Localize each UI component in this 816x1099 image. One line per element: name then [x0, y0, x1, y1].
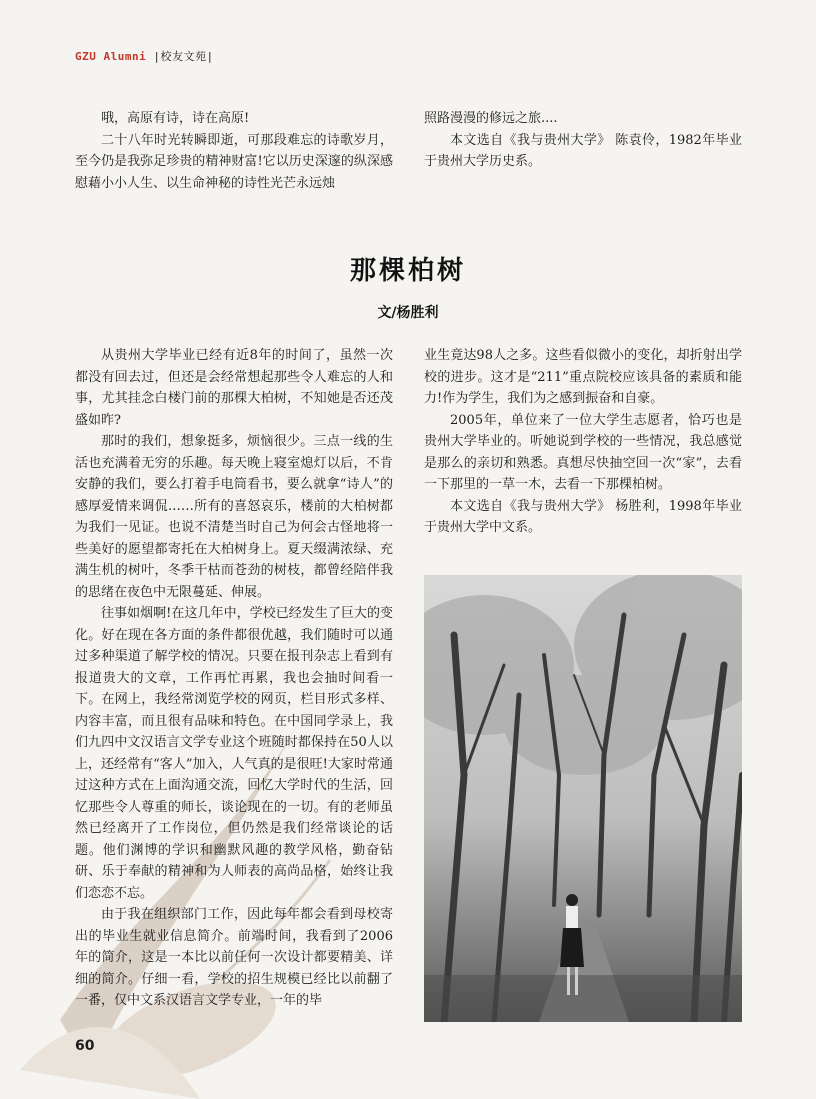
prev-paragraph: 哦，高原有诗，诗在高原!: [101, 111, 250, 126]
header-section-name: 校友文苑: [160, 50, 207, 63]
prev-article-left-column: [75, 108, 393, 194]
article-right-column: [424, 345, 742, 539]
campus-tree-photo: [424, 575, 742, 1022]
article-source-note: 本文选自《我与贵州大学》 杨胜利，1998年毕业于贵州大学中文系。: [424, 498, 742, 535]
header-separator: |: [153, 50, 161, 63]
article-paragraph: 业生竟达98人之多。这些看似微小的变化，却折射出学校的进步。这才是“211”重点院校应该具备的素质和能力!作为学生，我们为之感到振奋和自豪。: [424, 348, 742, 406]
article-title: 那棵柏树: [349, 256, 466, 286]
prev-article-right-column: [424, 108, 742, 173]
header-english: GZU Alumni: [75, 50, 147, 63]
article-paragraph: 那时的我们，想象挺多，烦恼很少。三点一线的生活也充满着无穷的乐趣。每天晚上寝室熄灯以后，不肯安静的我们，要么打着手电筒看书，要么就拿“诗人”的感厚爱情来调侃……所有的喜怒哀乐，楼前的大柏树都为我们一见证。也说不清楚当时自己为何会古怪地将一些美好的愿望都寄托在大柏树身上。夏天缀满浓绿、充满生机的树叶，冬季干枯而苍劲的树枝，都曾经陪伴我的思绪在夜色中无限蔓延、伸展。: [75, 434, 393, 600]
article-paragraph: 往事如烟啊!在这几年中，学校已经发生了巨大的变化。好在现在各方面的条件都很优越，我们随时可以通过多种渠道了解学校的情况。只要在报刊杂志上看到有报道贵大的文章，工作再忙再累，我也会抽时间看一下。在网上，我经常浏览学校的网页，栏目形式多样、内容丰富，而且很有品味和特色。在中国同学录上，我们九四中文汉语言文学专业这个班随时都保持在50人以上，还经常有“客人”加入，人气真的是很旺!大家时常通过这种方式在上面沟通交流，回忆大学时代的生活，回忆那些令人尊重的师长，谈论现在的一切。有的老师虽然已经离开了工作岗位，但仍然是我们经常谈论的话题。他们渊博的学识和幽默风趣的教学风格，勤奋钻研、乐于奉献的精神和为人师表的高尚品格，始终让我们恋恋不忘。: [75, 606, 393, 901]
article-byline: 文/杨胜利: [377, 305, 439, 321]
prev-paragraph: 二十八年时光转瞬即逝，可那段难忘的诗歌岁月，至今仍是我弥足珍贵的精神财富!它以历史深邃的纵深感慰藉小小人生、以生命神秘的诗性光芒永远烛: [75, 132, 393, 191]
page-number: 60: [75, 1038, 95, 1054]
article-paragraph: 2005年，单位来了一位大学生志愿者，恰巧也是贵州大学毕业的。听她说到学校的一些情况，我总感觉是那么的亲切和熟悉。真想尽快抽空回一次“家”，去看一下那里的一草一木，去看一下那棵柏树。: [424, 412, 742, 492]
article-left-column: [75, 345, 393, 1012]
article-paragraph: 从贵州大学毕业已经有近8年的时间了，虽然一次都没有回去过，但还是会经常想起那些令人难忘的人和事，尤其挂念白楼门前的那棵大柏树，不知她是否还茂盛如昨?: [75, 348, 393, 428]
header-separator-end: |: [206, 50, 214, 63]
prev-paragraph: 照路漫漫的修远之旅....: [424, 111, 558, 126]
running-header: [75, 48, 214, 64]
prev-source-note: 本文选自《我与贵州大学》 陈袁伶，1982年毕业于贵州大学历史系。: [424, 132, 742, 169]
article-paragraph: 由于我在组织部门工作，因此每年都会看到母校寄出的毕业生就业信息简介。前端时间，我看到了2006年的简介，这是一本比以前任何一次设计都要精美、详细的简介。仔细一看，学校的招生规模已经比以前翻了一番，仅中文系汉语言文学专业，一年的毕: [75, 907, 393, 1008]
